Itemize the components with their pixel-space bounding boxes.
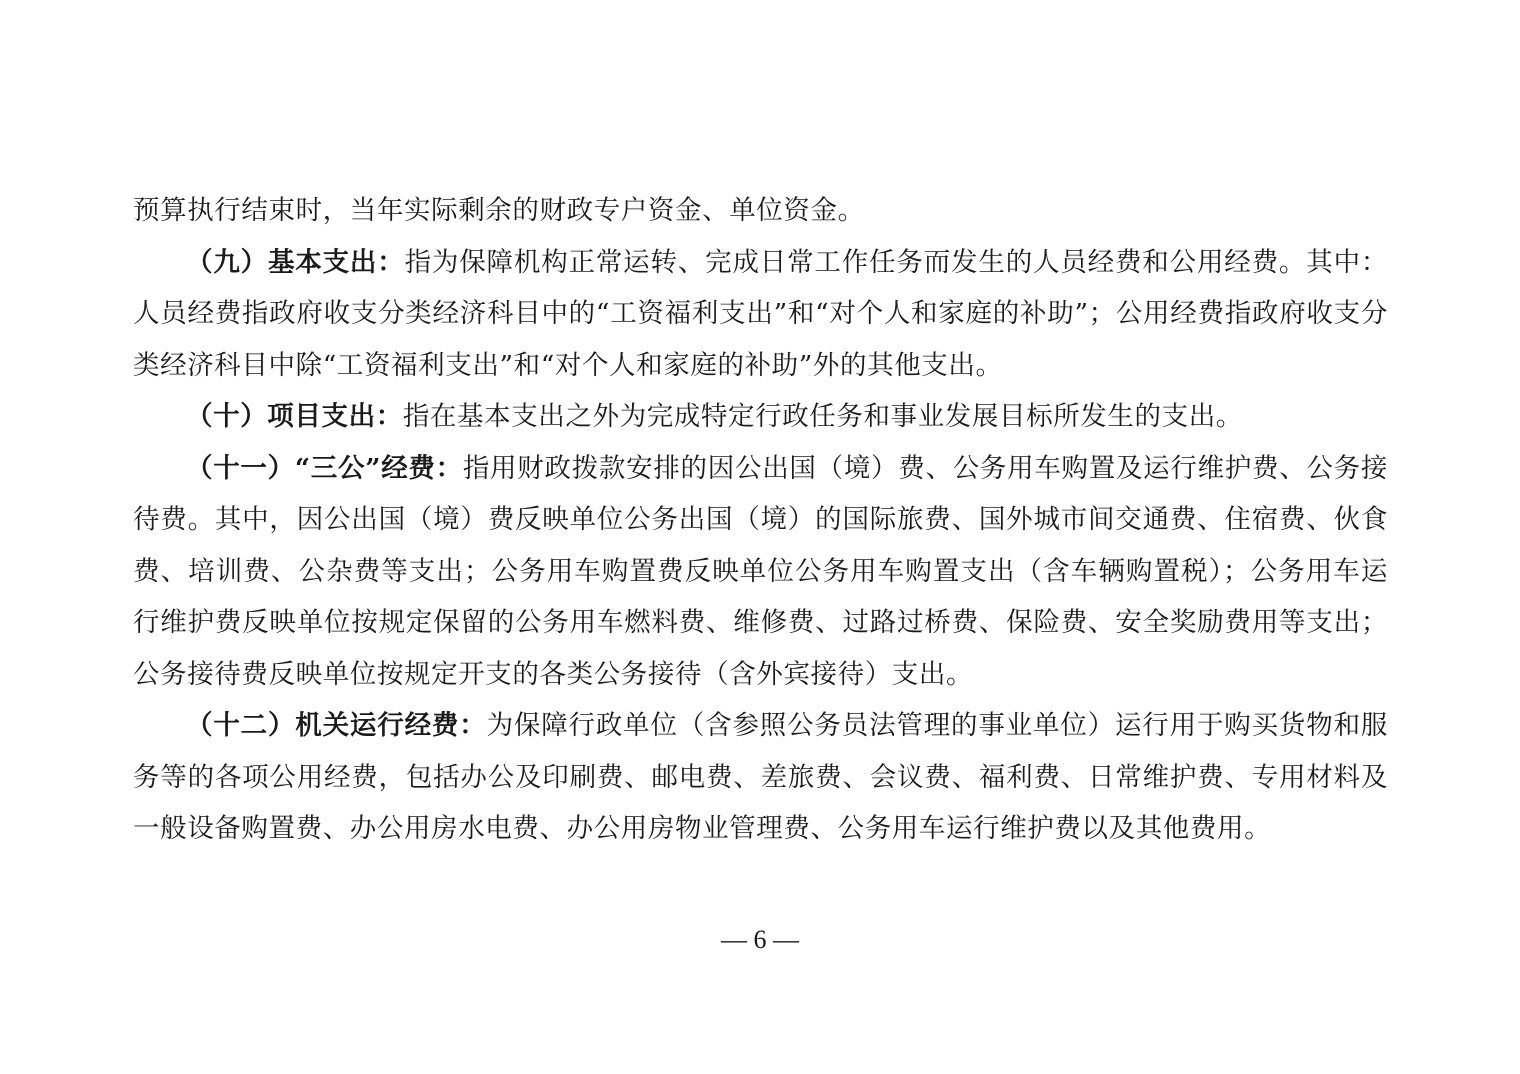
paragraph-text: 预算执行结束时，当年实际剩余的财政专户资金、单位资金。 xyxy=(133,195,865,226)
paragraph-project-expenditure xyxy=(133,391,1388,443)
paragraph-text: 为保障行政单位（含参照公务员法管理的事业单位）运行用于购买货物和服务等的各项公用经费，包括办公及印刷费、邮电费、差旅费、会议费、福利费、日常维护费、专用材料及一般设备购置费、办公用房水电费、办公用房物业管理费、公务用车运行维护费以及其他费用。 xyxy=(133,710,1388,844)
paragraph-continuation xyxy=(133,185,1388,237)
term-heading: （十）项目支出： xyxy=(186,401,403,432)
paragraph-basic-expenditure xyxy=(133,237,1388,392)
paragraph-three-public-expenses xyxy=(133,443,1388,701)
term-heading: （十一）“三公”经费： xyxy=(186,452,463,484)
paragraph-text: 指用财政拨款安排的因公出国（境）费、公务用车购置及运行维护费、公务接待费。其中，因公出国（境）费反映单位公务出国（境）的国际旅费、国外城市间交通费、住宿费、伙食费、培训费、公杂费等支出；公务用车购置费反映单位公务用车购置支出（含车辆购置税）；公务用车运行维护费反映单位按规定保留的公务用车燃料费、维修费、过路过桥费、保险费、安全奖励费用等支出；公务接待费反映单位按规定开支的各类公务接待（含外宾接待）支出。 xyxy=(133,452,1388,690)
term-heading: （十二）机关运行经费： xyxy=(186,710,487,741)
paragraph-text: 指在基本支出之外为完成特定行政任务和事业发展目标所发生的支出。 xyxy=(402,401,1243,432)
document-body xyxy=(133,185,1388,855)
paragraph-text: 指为保障机构正常运转、完成日常工作任务而发生的人员经费和公用经费。其中：人员经费指政府收支分类经济科目中的“工资福利支出”和“对个人和家庭的补助”；公用经费指政府收支分类经济科目中除“工资福利支出”和“对个人和家庭的补助”外的其他支出。 xyxy=(133,246,1388,381)
paragraph-agency-operating-expenses xyxy=(133,700,1388,855)
term-heading: （九）基本支出： xyxy=(186,246,405,278)
page-number: — 6 — xyxy=(721,925,799,954)
